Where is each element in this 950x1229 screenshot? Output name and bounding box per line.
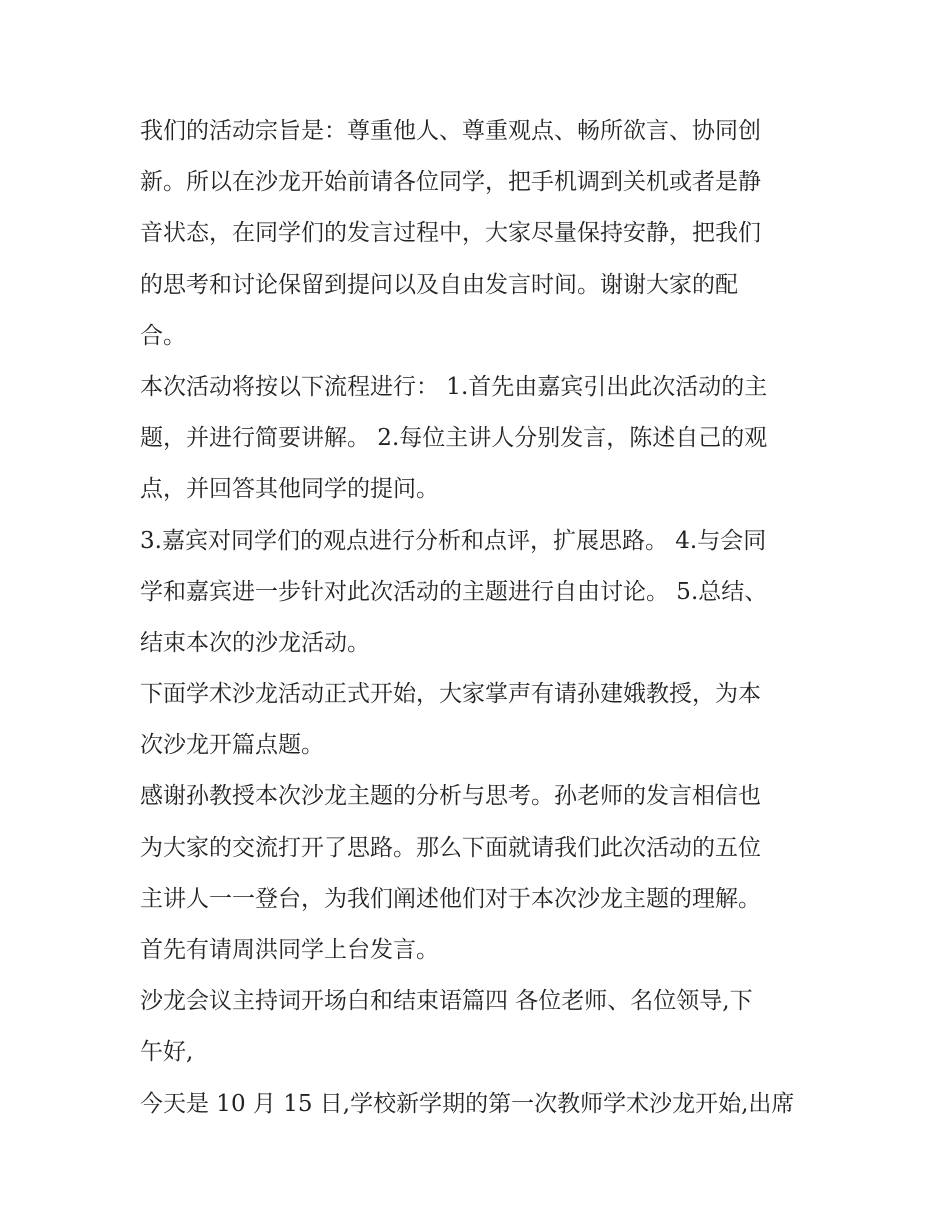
text-line: 下面学术沙龙活动正式开始，大家掌声有请孙建娥教授，为本 <box>140 681 761 708</box>
text-line: 音状态，在同学们的发言过程中，大家尽量保持安静，把我们 <box>140 220 761 247</box>
text-line: 合。 <box>140 322 186 349</box>
text-line: 学和嘉宾进一步针对此次活动的主题进行自由讨论。 5.总结、 <box>140 578 768 605</box>
text-line: 今天是 10 月 15 日,学校新学期的第一次教师学术沙龙开始,出席 <box>140 1090 795 1117</box>
text-line: 沙龙会议主持词开场白和结束语篇四 各位老师、名位领导,下 <box>140 988 753 1015</box>
text-line: 题，并进行简要讲解。 2.每位主讲人分别发言，陈述自己的观 <box>140 425 768 452</box>
text-line: 的思考和讨论保留到提问以及自由发言时间。谢谢大家的配 <box>140 271 738 298</box>
text-line: 本次活动将按以下流程进行： 1.首先由嘉宾引出此次活动的主 <box>140 373 768 400</box>
text-line: 午好, <box>140 1039 194 1066</box>
text-line: 3.嘉宾对同学们的观点进行分析和点评，扩展思路。 4.与会同 <box>140 527 767 554</box>
text-line: 感谢孙教授本次沙龙主题的分析与思考。孙老师的发言相信也 <box>140 783 761 810</box>
text-line: 点，并回答其他同学的提问。 <box>140 476 439 503</box>
text-line: 新。所以在沙龙开始前请各位同学，把手机调到关机或者是静 <box>140 169 761 196</box>
text-line: 首先有请周洪同学上台发言。 <box>140 937 439 963</box>
text-line: 主讲人一一登台，为我们阐述他们对于本次沙龙主题的理解。 <box>140 885 761 912</box>
text-line: 为大家的交流打开了思路。那么下面就请我们此次活动的五位 <box>140 834 761 861</box>
text-line: 我们的活动宗旨是：尊重他人、尊重观点、畅所欲言、协同创 <box>140 118 761 144</box>
document-body <box>140 106 820 1130</box>
text-line: 结束本次的沙龙活动。 <box>140 629 370 656</box>
text-line: 次沙龙开篇点题。 <box>140 732 324 759</box>
